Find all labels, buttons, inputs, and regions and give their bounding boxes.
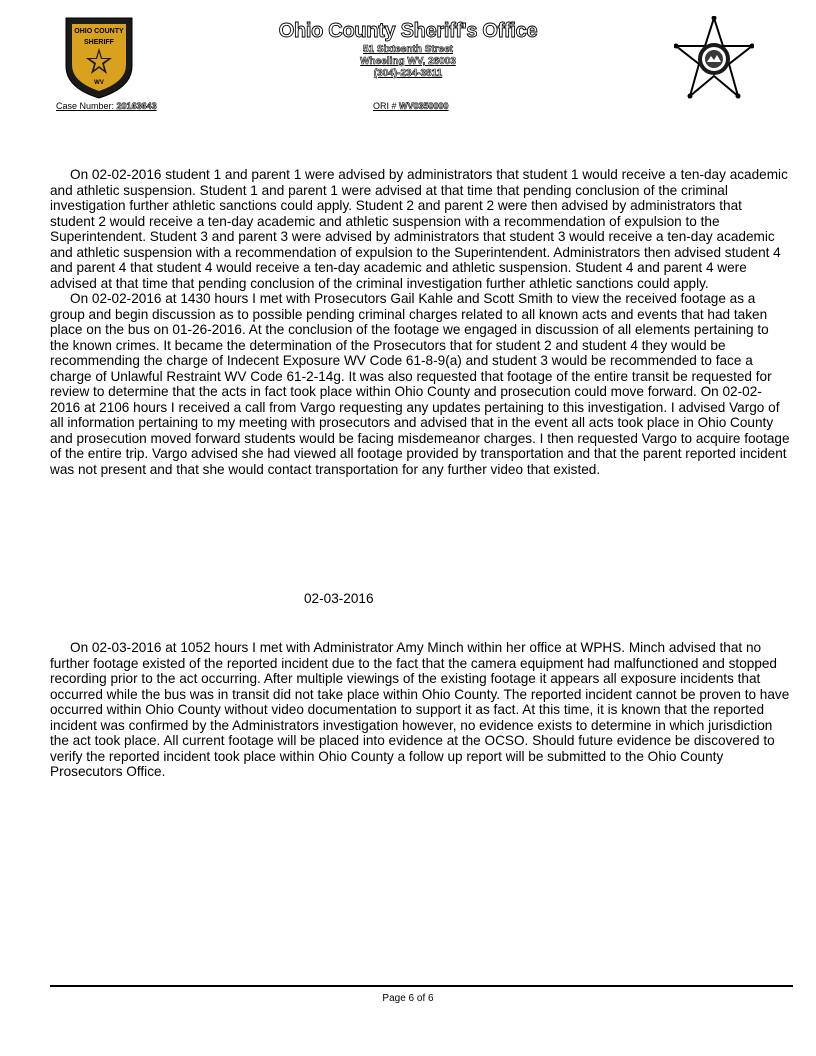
report-paragraph-1: On 02-02-2016 student 1 and parent 1 were advised by administrators that student 1 would receive a ten-day academic and athletic suspension. Student 1 and parent 1 were advised at that time that pending conclusion of the criminal investigation further athletic sanctions could apply. Student 2 and parent 2 were then advised by administrators that student 2 would receive a ten-day academic and athletic suspension with a recommendation of expulsion to the Superintendent. Student 3 and parent 3 were advised by administrators that student 3 would receive a ten-day academic and athletic suspension with a recommendation of expulsion to the Superintendent. Administrators then advised student 4 and parent 4 that student 4 would receive a ten-day academic and athletic suspension. Student 4 and parent 4 were advised at that time that pending conclusion of the criminal investigation further athletic sanctions could apply.	[50, 167, 788, 291]
star-badge-icon	[674, 16, 754, 102]
report-paragraph-2: On 02-02-2016 at 1430 hours I met with Prosecutors Gail Kahle and Scott Smith to view the received footage as a group and begin discussion as to possible pending criminal charges related to all known acts and events that had taken place on the bus on 01-26-2016. At the conclusion of the footage we engaged in discussion of all elements pertaining to the known crimes. It became the determination of the Prosecutors that for student 2 and student 4 they would be recommending the charge of Indecent Exposure WV Code 61-8-9(a) and student 3 would be recommended to face a charge of Unlawful Restraint WV Code 61-2-14g. It was also requested that footage of the entire transit be requested for review to determine that the acts in fact took place within Ohio County and prosecution could move forward. On 02-02-2016 at 2106 hours I received a call from Vargo requesting any updates pertaining to this investigation. I advised Vargo of all information pertaining to my meeting with prosecutors and advised that in the event all acts took place in Ohio County and prosecution moved forward students would be facing misdemeanor charges. I then requested Vargo to acquire footage of the entire trip. Vargo advised she had viewed all footage provided by transportation and that the parent reported incident was not present and that she would contact transportation for any further video that existed.	[50, 291, 790, 477]
seal-center-text: SHERIFF	[84, 39, 114, 46]
ori-value: WV0350000	[399, 101, 449, 111]
date-heading: 02-03-2016	[304, 591, 374, 606]
address-line-2	[218, 56, 598, 67]
address-phone	[218, 68, 598, 79]
ori-label: ORI #	[373, 101, 397, 111]
phone-number: (304)-234-3811	[373, 68, 443, 79]
case-number-line	[56, 101, 157, 111]
case-number-value: 20163643	[116, 101, 157, 111]
ori-line	[373, 101, 449, 111]
case-number-label: Case Number:	[56, 101, 115, 111]
sheriff-seal-icon	[62, 14, 136, 100]
report-body-section-1	[50, 167, 790, 477]
agency-title: Ohio County Sheriff's Office	[278, 20, 538, 42]
footer-divider	[50, 985, 793, 987]
address-city: Wheeling WV, 26003	[360, 56, 456, 67]
address-line-1	[218, 44, 598, 55]
address-street: 51 Sixteenth Street	[362, 44, 454, 55]
page-number: Page 6 of 6	[382, 993, 434, 1004]
seal-bottom-text: WV	[94, 80, 104, 86]
report-body-section-2	[50, 640, 790, 780]
seal-top-text: OHIO COUNTY	[74, 28, 124, 35]
report-paragraph-3: On 02-03-2016 at 1052 hours I met with Administrator Amy Minch within her office at WPHS. Minch advised that no further footage existed of the reported incident due to the fact that the camera equipment had malfunctioned and stopped recording prior to the act occurring. After multiple viewings of the existing footage it appears all exposure incidents that occurred while the bus was in transit did not take place within Ohio County. The reported incident cannot be proven to have occurred within Ohio County without video documentation to support it as fact. At this time, it is known that the reported incident was confirmed by the Administrators investigation however, no evidence exists to determine in which jurisdiction the act took place. All current footage will be placed into evidence at the OCSO. Should future evidence be discovered to verify the reported incident took place within Ohio County a follow up report will be submitted to the Ohio County Prosecutors Office.	[50, 640, 790, 779]
